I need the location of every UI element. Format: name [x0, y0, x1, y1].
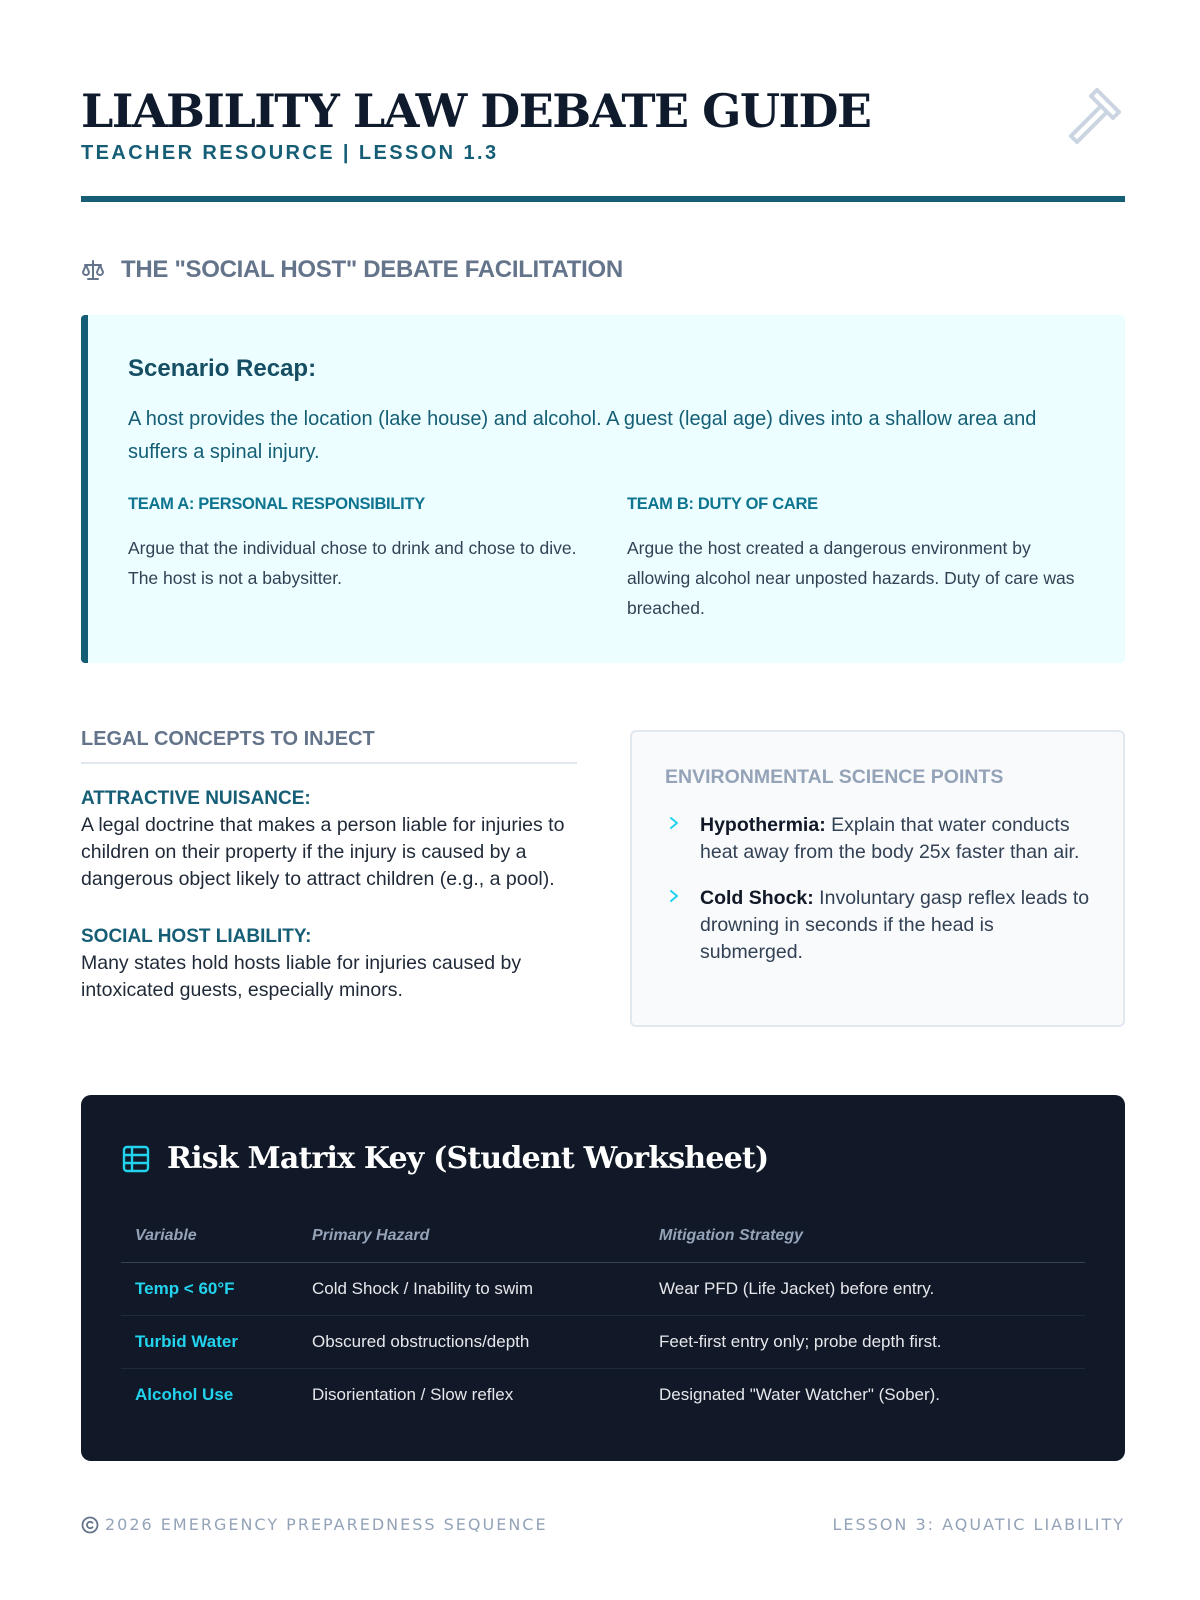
- table-row: [121, 1262, 1085, 1315]
- scenario-box: [81, 315, 1125, 663]
- concept-title: SOCIAL HOST LIABILITY:: [81, 926, 312, 947]
- page-title: LIABILITY LAW DEBATE GUIDE: [81, 84, 871, 138]
- scale-icon: [81, 258, 105, 282]
- team-a: [128, 495, 588, 593]
- env-term: Hypothermia:: [700, 814, 826, 836]
- cell-mitigation: Wear PFD (Life Jacket) before entry.: [645, 1262, 1085, 1315]
- risk-matrix-header: [121, 1141, 768, 1176]
- risk-matrix: [81, 1095, 1125, 1461]
- team-a-text: Argue that the individual chose to drink and chose to dive. The host is not a babysitter.: [128, 538, 577, 588]
- env-text: Explain that water conducts heat away from the body 25x faster than air.: [700, 814, 1080, 863]
- cell-variable: Temp < 60°F: [121, 1262, 298, 1315]
- team-b-title: TEAM B: DUTY OF CARE: [627, 495, 818, 513]
- table-row: [121, 1368, 1085, 1421]
- table-header-row: [121, 1210, 1085, 1262]
- scenario-text: A host provides the location (lake house) and alcohol. A guest (legal age) dives into a shallow area and suffers a spinal injury.: [128, 408, 1037, 463]
- team-b-text: Argue the host created a dangerous environment by allowing alcohol near unposted hazards. Duty of care was breached.: [627, 538, 1075, 618]
- column-header-hazard: Primary Hazard: [298, 1210, 645, 1262]
- concept-text: Many states hold hosts liable for injuries caused by intoxicated guests, especially minors.: [81, 952, 522, 1001]
- list-item: [665, 812, 1095, 866]
- cell-hazard: Disorientation / Slow reflex: [312, 1384, 514, 1404]
- chevron-right-icon: [667, 888, 681, 904]
- env-text: Involuntary gasp reflex leads to drowning in seconds if the head is submerged.: [700, 887, 1090, 963]
- footer-left: [81, 1515, 548, 1534]
- section-heading: [81, 252, 623, 288]
- scenario-title: Scenario Recap:: [128, 355, 317, 382]
- risk-table: [121, 1210, 1085, 1421]
- env-term: Cold Shock:: [700, 887, 814, 909]
- cell-hazard: Cold Shock / Inability to swim: [298, 1262, 645, 1315]
- footer-lesson-label: LESSON 3: AQUATIC LIABILITY: [832, 1515, 1125, 1534]
- cell-variable: Alcohol Use: [135, 1384, 234, 1404]
- page-footer: [81, 1515, 1125, 1539]
- environmental-science-box: [630, 730, 1125, 1027]
- gavel-icon: [1061, 84, 1125, 148]
- concept-text: A legal doctrine that makes a person liable for injuries to children on their property if the injury is caused by a dangerous object likely to attract children (e.g., a pool).: [81, 814, 565, 890]
- legal-concepts: [81, 728, 577, 1004]
- cell-variable: Turbid Water: [121, 1315, 298, 1368]
- legal-concepts-title: LEGAL CONCEPTS TO INJECT: [81, 728, 577, 764]
- cell-mitigation: Feet-first entry only; probe depth first.: [645, 1315, 1085, 1368]
- page-header: [81, 84, 1125, 202]
- page: [81, 0, 1125, 1600]
- environmental-science-list: [665, 812, 1095, 966]
- list-item: [665, 885, 1095, 966]
- team-b: [627, 495, 1087, 623]
- table-row: [121, 1315, 1085, 1368]
- cell-hazard: Obscured obstructions/depth: [298, 1315, 645, 1368]
- environmental-science-title: ENVIRONMENTAL SCIENCE POINTS: [665, 766, 1004, 788]
- risk-matrix-title: Risk Matrix Key (Student Worksheet): [167, 1141, 769, 1176]
- page-subtitle: TEACHER RESOURCE | LESSON 1.3: [81, 142, 499, 164]
- copyright-icon: [81, 1516, 99, 1534]
- column-header-mitigation: Mitigation Strategy: [645, 1210, 1085, 1262]
- team-a-title: TEAM A: PERSONAL RESPONSIBILITY: [128, 495, 425, 513]
- concept-title: ATTRACTIVE NUISANCE:: [81, 788, 311, 809]
- concept-attractive-nuisance: [81, 785, 577, 893]
- column-header-variable: Variable: [121, 1210, 298, 1262]
- section-title: THE "SOCIAL HOST" DEBATE FACILITATION: [121, 256, 623, 283]
- concept-social-host-liability: [81, 923, 577, 1004]
- cell-mitigation: Designated "Water Watcher" (Sober).: [659, 1384, 941, 1404]
- footer-copyright-text: 2026 EMERGENCY PREPAREDNESS SEQUENCE: [105, 1515, 548, 1534]
- chevron-right-icon: [667, 815, 681, 831]
- table-grid-icon: [121, 1144, 151, 1174]
